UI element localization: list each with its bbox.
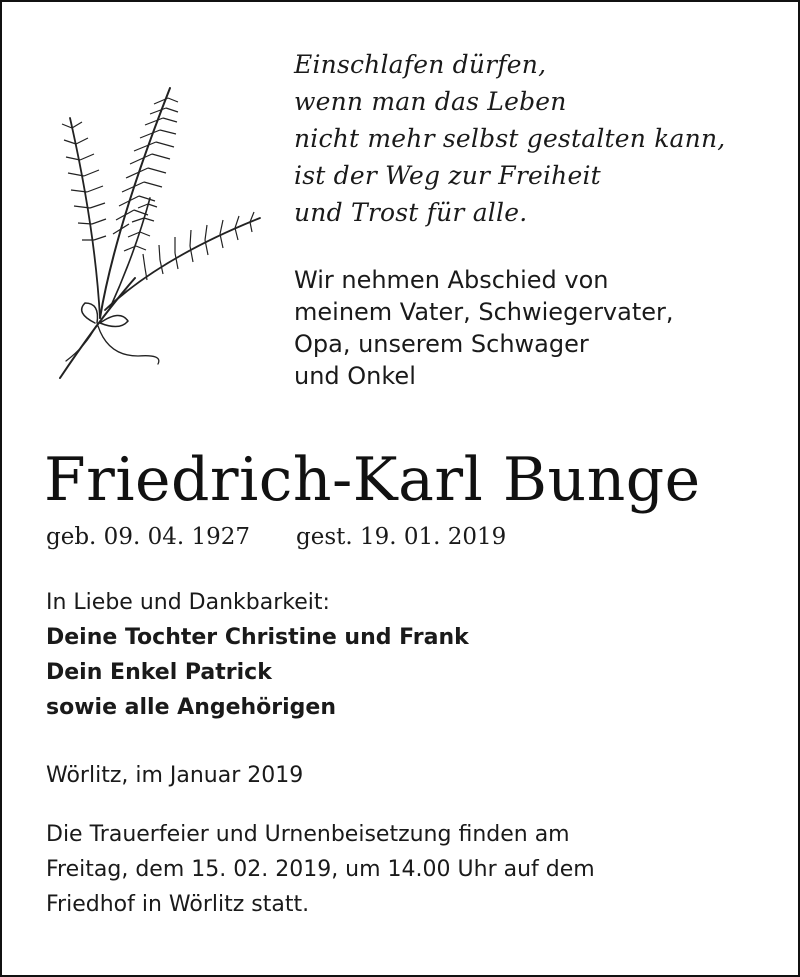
poem-line: Einschlafen dürfen, <box>294 50 547 79</box>
intro-line: Opa, unserem Schwager <box>294 330 589 358</box>
death-date: gest. 19. 01. 2019 <box>296 524 507 550</box>
poem-line: und Trost für alle. <box>294 198 528 227</box>
poem-line: ist der Weg zur Freiheit <box>294 161 601 190</box>
farewell-intro <box>294 264 674 392</box>
life-dates <box>46 520 506 554</box>
mourners-intro: In Liebe und Dankbarkeit: <box>46 590 330 615</box>
mourners <box>46 585 469 725</box>
intro-line: meinem Vater, Schwiegervater, <box>294 298 674 326</box>
poem <box>294 46 725 231</box>
birth-date: geb. 09. 04. 1927 <box>46 524 250 550</box>
mourner-name: Dein Enkel Patrick <box>46 660 272 685</box>
funeral-line: Die Trauerfeier und Urnenbeisetzung finden am <box>46 822 570 847</box>
funeral-info <box>46 817 595 922</box>
funeral-line: Friedhof in Wörlitz statt. <box>46 892 310 917</box>
poem-line: wenn man das Leben <box>294 87 567 116</box>
mourner-name: Deine Tochter Christine und Frank <box>46 625 469 650</box>
place-date: Wörlitz, im Januar 2019 <box>46 763 304 788</box>
deceased-name: Friedrich-Karl Bunge <box>44 445 701 515</box>
intro-line: und Onkel <box>294 362 416 390</box>
poem-line: nicht mehr selbst gestalten kann, <box>294 124 726 153</box>
intro-line: Wir nehmen Abschied von <box>294 266 609 294</box>
mourner-name: sowie alle Angehörigen <box>46 695 337 720</box>
funeral-line: Freitag, dem 15. 02. 2019, um 14.00 Uhr auf dem <box>46 857 595 882</box>
fern-bouquet-icon <box>40 78 290 398</box>
